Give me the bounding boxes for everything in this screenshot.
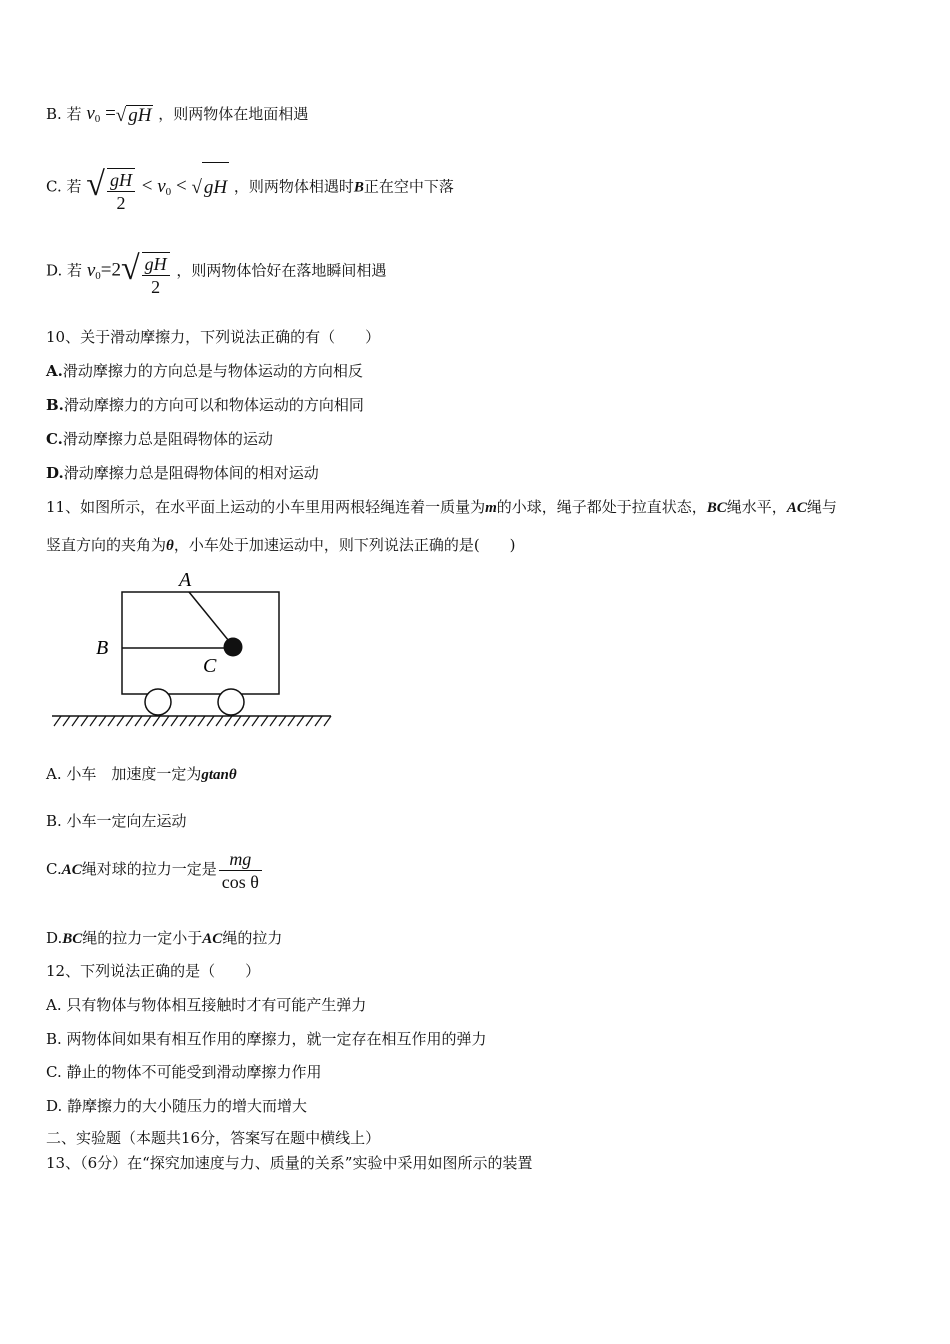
sqrt-gH: √ gH [191, 162, 229, 213]
less-than: < [141, 175, 153, 197]
hatch-mark [72, 716, 79, 726]
q10-option-a: A.滑动摩擦力的方向总是与物体运动的方向相反 [46, 362, 363, 380]
q11-stem-line1: 11、如图所示，在水平面上运动的小车里用两根轻绳连着一质量为m的小球，绳子都处于拉直状态，BC绳水平，AC绳与 [46, 498, 837, 516]
hatch-mark [171, 716, 178, 726]
q11-stem-line2: 竖直方向的夹角为θ，小车处于加速运动中，则下列说法正确的是( ) [46, 536, 516, 554]
hatch-mark [63, 716, 70, 726]
hatch-mark [207, 716, 214, 726]
hatch-mark [144, 716, 151, 726]
hatch-mark [324, 716, 331, 726]
q12-option-d: D. 静摩擦力的大小随压力的增大而增大 [46, 1097, 308, 1115]
option-text-end: 正在空中下落 [363, 177, 454, 196]
hatch-mark [225, 716, 232, 726]
hatch-mark [243, 716, 250, 726]
fraction-mg-cos-theta: $\frac{mg}{\text{cos θ}}$ [219, 848, 262, 893]
hatch-mark [126, 716, 133, 726]
sqrt-gH-over-2: √ $\frac{gH}{2}$ [121, 244, 172, 299]
ground-hatch [54, 716, 331, 726]
q11-cart-figure [46, 566, 346, 736]
ball [224, 638, 243, 657]
wheel-left [145, 689, 171, 715]
rope-ac [189, 592, 233, 646]
hatch-mark [297, 716, 304, 726]
q10-option-c: C.滑动摩擦力总是阻碍物体的运动 [46, 430, 273, 448]
q9-option-b [46, 104, 308, 129]
option-text: ，则两物体在地面相遇 [158, 105, 309, 123]
hatch-mark [117, 716, 124, 726]
hatch-mark [189, 716, 196, 726]
option-prefix: C. 若 [46, 177, 82, 196]
section-2-title: 二、实验题（本题共16分，答案写在题中横线上） [46, 1129, 381, 1147]
option-prefix: B. 若 [46, 105, 82, 123]
equals-sign: = [105, 103, 116, 124]
hatch-mark [54, 716, 61, 726]
q10-stem: 10、关于滑动摩擦力，下列说法正确的有（ ） [46, 328, 381, 346]
hatch-mark [288, 716, 295, 726]
q9-option-c [46, 160, 454, 217]
q12-stem: 12、下列说法正确的是（ ） [46, 962, 261, 980]
math-v0: $v_0$ [86, 259, 101, 282]
label-a: A [179, 569, 192, 591]
sqrt-gH: √ gH [115, 104, 152, 126]
hatch-mark [108, 716, 115, 726]
hatch-mark [234, 716, 241, 726]
q10-option-b: B.滑动摩擦力的方向可以和物体运动的方向相同 [46, 396, 364, 414]
hatch-mark [162, 716, 169, 726]
hatch-mark [180, 716, 187, 726]
hatch-mark [261, 716, 268, 726]
q11-option-a: A. 小车 加速度一定为gtanθ [46, 765, 237, 783]
hatch-mark [279, 716, 286, 726]
hatch-mark [216, 716, 223, 726]
hatch-mark [99, 716, 106, 726]
q9-option-d [46, 244, 386, 301]
label-b: B [96, 637, 109, 659]
label-c: C [203, 655, 217, 677]
math-v0: $v_0$ [86, 103, 101, 125]
symbol-b: B [353, 179, 364, 196]
q11-option-c: C.AC绳对球的拉力一定是 $\frac{mg}{\text{cos θ}}$ [46, 844, 264, 895]
less-than: < [175, 175, 187, 197]
hatch-mark [252, 716, 259, 726]
math-v0: $v_0$ [157, 175, 172, 198]
hatch-mark [90, 716, 97, 726]
hatch-mark [306, 716, 313, 726]
sqrt-gH-over-2: √ $\frac{gH}{2}$ [86, 160, 137, 215]
q12-option-a: A. 只有物体与物体相互接触时才有可能产生弹力 [46, 996, 367, 1014]
hatch-mark [135, 716, 142, 726]
q10-option-d: D.滑动摩擦力总是阻碍物体间的相对运动 [46, 464, 319, 482]
hatch-mark [81, 716, 88, 726]
wheel-right [218, 689, 244, 715]
hatch-mark [153, 716, 160, 726]
option-prefix: D. 若 [46, 261, 83, 280]
equals-two: =2 [100, 259, 121, 281]
q13-stem: 13、（6分）在“探究加速度与力、质量的关系”实验中采用如图所示的装置 [46, 1154, 533, 1172]
q11-option-b: B. 小车一定向左运动 [46, 812, 187, 830]
option-text: ，则两物体相遇时 [233, 177, 354, 196]
hatch-mark [198, 716, 205, 726]
q12-option-b: B. 两物体间如果有相互作用的摩擦力，就一定存在相互作用的弹力 [46, 1030, 487, 1048]
hatch-mark [315, 716, 322, 726]
q11-option-d: D.BC绳的拉力一定小于AC绳的拉力 [46, 929, 283, 947]
q12-option-c: C. 静止的物体不可能受到滑动摩擦力作用 [46, 1063, 322, 1081]
option-text: ，则两物体恰好在落地瞬间相遇 [176, 261, 387, 280]
hatch-mark [270, 716, 277, 726]
